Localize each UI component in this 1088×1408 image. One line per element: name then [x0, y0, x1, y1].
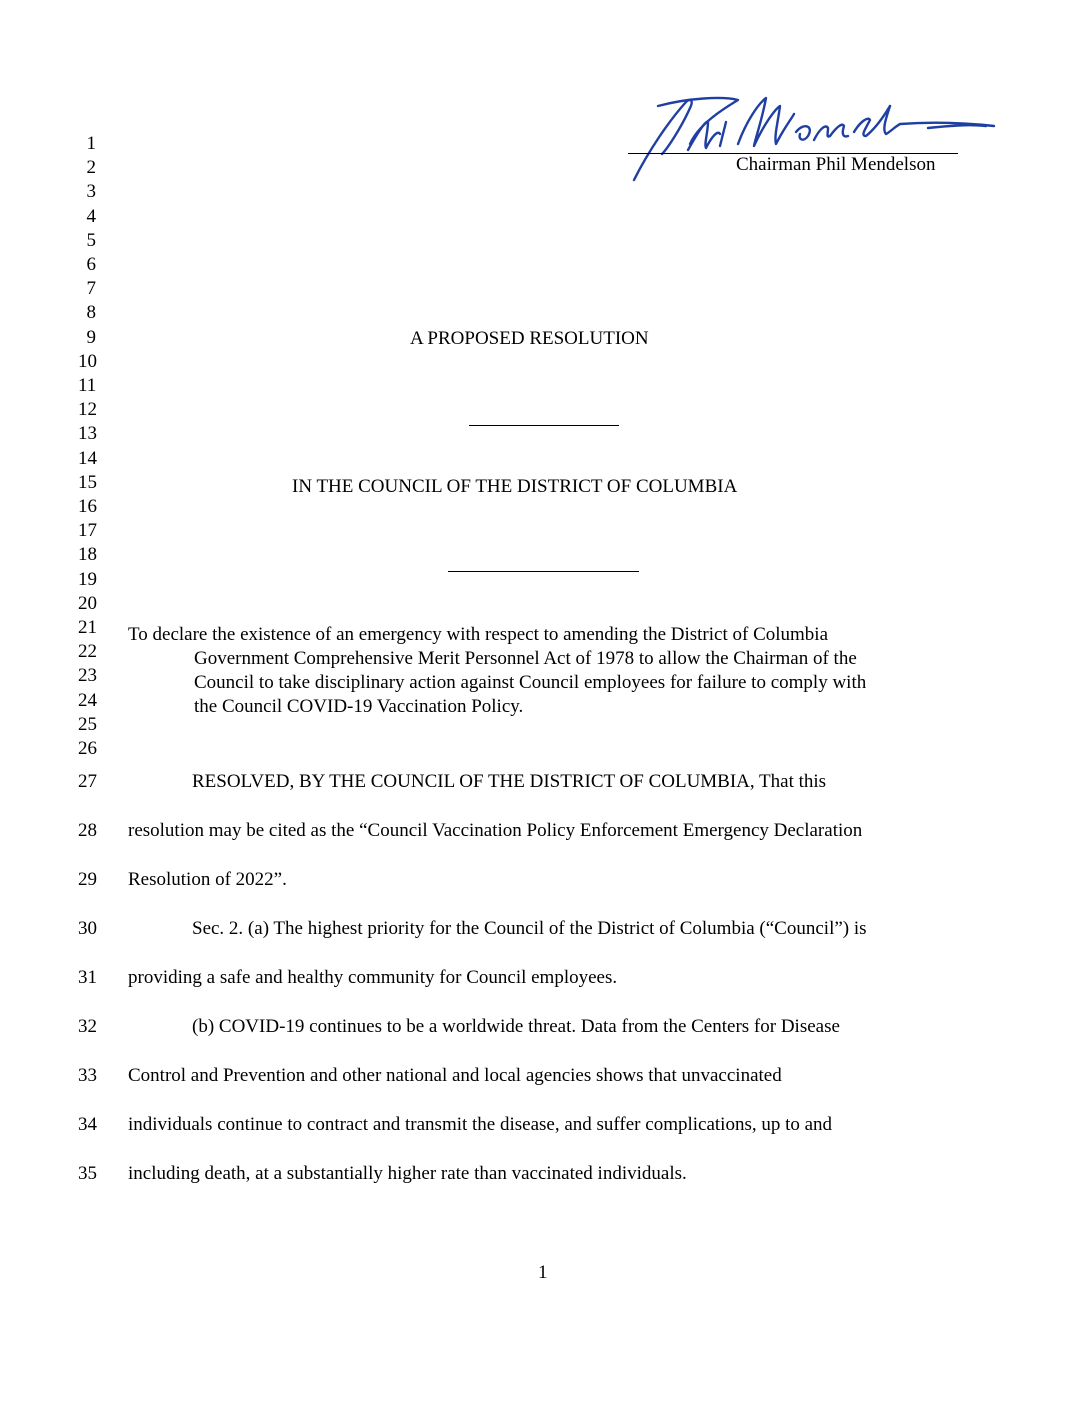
line-number: 19 — [78, 568, 97, 590]
line-number: 3 — [86, 181, 96, 203]
line-number: 7 — [86, 278, 96, 300]
body-line-31: providing a safe and healthy community for Council employees. — [128, 967, 618, 988]
line-number: 21 — [78, 617, 97, 638]
signer-name: Chairman Phil Mendelson — [736, 154, 936, 175]
line-number: 24 — [78, 689, 97, 711]
line-number: 29 — [78, 869, 97, 890]
line-number: 9 — [86, 326, 96, 348]
line-number: 17 — [78, 520, 97, 542]
line-number: 18 — [78, 544, 97, 566]
body-line-35: including death, at a substantially higher rate than vaccinated individuals. — [128, 1163, 687, 1184]
line-number: 15 — [78, 471, 97, 493]
body-line-30: Sec. 2. (a) The highest priority for the Council of the District of Columbia (“Council”) is — [192, 918, 867, 939]
line-number: 5 — [86, 229, 96, 251]
purpose-line-1: To declare the existence of an emergency with respect to amending the District of Columbia — [128, 624, 829, 645]
line-number: 10 — [78, 350, 97, 372]
line-number: 4 — [86, 205, 96, 227]
line-number: 20 — [78, 592, 97, 614]
line-number: 30 — [78, 918, 97, 939]
line-number: 14 — [78, 447, 97, 469]
body-line-29: Resolution of 2022”. — [128, 869, 287, 890]
page-number: 1 — [538, 1262, 548, 1283]
body-line-27: RESOLVED, BY THE COUNCIL OF THE DISTRICT OF COLUMBIA, That this — [192, 771, 827, 792]
line-number: 6 — [86, 254, 96, 275]
heading-rule — [469, 425, 619, 426]
council-rule — [448, 571, 639, 572]
line-number: 8 — [86, 302, 96, 324]
line-number: 31 — [78, 967, 97, 988]
line-number: 34 — [78, 1114, 97, 1135]
line-number: 2 — [86, 157, 96, 179]
purpose-line-4: the Council COVID-19 Vaccination Policy. — [194, 696, 524, 717]
line-number: 23 — [78, 665, 97, 687]
line-number: 13 — [78, 423, 97, 445]
line-number: 27 — [78, 771, 97, 792]
line-number: 33 — [78, 1065, 97, 1086]
line-number: 16 — [78, 496, 97, 517]
line-number: 35 — [78, 1163, 97, 1184]
body-line-33: Control and Prevention and other national and local agencies shows that unvaccinated — [128, 1065, 782, 1086]
line-number: 22 — [78, 641, 97, 663]
line-number: 25 — [78, 713, 97, 735]
line-number: 32 — [78, 1016, 97, 1037]
line-number: 12 — [78, 399, 97, 421]
council-heading: IN THE COUNCIL OF THE DISTRICT OF COLUMBIA — [292, 476, 738, 497]
purpose-line-3: Council to take disciplinary action against Council employees for failure to comply with — [194, 672, 867, 693]
body-line-32: (b) COVID-19 continues to be a worldwide threat. Data from the Centers for Disease — [192, 1016, 840, 1037]
body-line-34: individuals continue to contract and transmit the disease, and suffer complications, up to and — [128, 1114, 833, 1135]
purpose-line-2: Government Comprehensive Merit Personnel Act of 1978 to allow the Chairman of the — [194, 648, 857, 669]
line-number: 26 — [78, 738, 97, 759]
line-number: 1 — [86, 133, 96, 154]
line-number: 11 — [78, 375, 97, 396]
document-heading: A PROPOSED RESOLUTION — [410, 328, 649, 349]
body-line-28: resolution may be cited as the “Council Vaccination Policy Enforcement Emergency Declaration — [128, 820, 863, 841]
line-number: 28 — [78, 820, 97, 841]
